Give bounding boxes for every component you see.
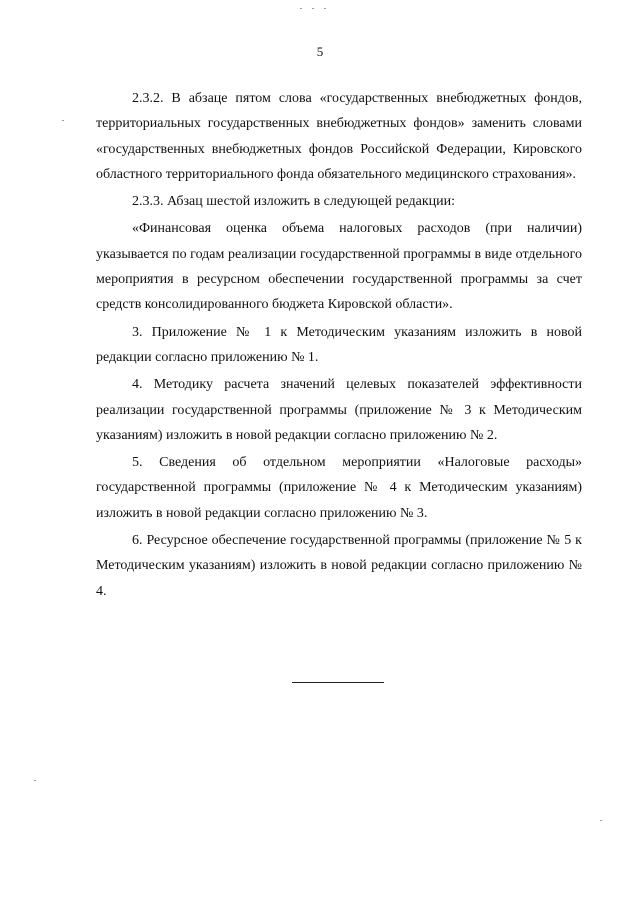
page-number: 5 (316, 44, 324, 59)
scan-speck (62, 120, 64, 121)
quoted-paragraph: «Финансовая оценка объема налоговых расходов (при наличии) указывается по годам реализации государственной программы в виде отдельного мероприятия в ресурсном обеспечении государственной программы за счет средств консолидированного бюджета Кировской области». (96, 221, 582, 313)
paragraph-6: 6. Ресурсное обеспечение государственной программы (приложение № 5 к Методическим указаниям) изложить в новой редакции согласно приложению № 4. (96, 533, 582, 599)
scan-speck (324, 8, 326, 9)
document-body (96, 86, 582, 604)
scan-speck (312, 8, 314, 9)
end-separator-line (292, 682, 384, 683)
paragraph-2-3-3: 2.3.3. Абзац шестой изложить в следующей редакции: (132, 194, 456, 210)
scan-speck (300, 8, 302, 9)
paragraph-5: 5. Сведения об отдельном мероприятии «Налоговые расходы» государственной программы (приложение № 4 к Методическим указаниям) изложить в новой редакции согласно приложению № 3. (96, 455, 582, 521)
scan-speck (600, 820, 602, 821)
scan-speck (34, 780, 36, 781)
paragraph-4: 4. Методику расчета значений целевых показателей эффективности реализации государственной программы (приложение № 3 к Методическим указаниям) изложить в новой редакции согласно приложению № 2. (96, 377, 582, 443)
paragraph-2-3-2: 2.3.2. В абзаце пятом слова «государственных внебюджетных фондов, территориальных государственных внебюджетных фондов» заменить словами «государственных внебюджетных фондов Российской Федерации, Кировского областного территориального фонда обязательного медицинского страхования». (96, 91, 582, 182)
paragraph-3: 3. Приложение № 1 к Методическим указаниям изложить в новой редакции согласно приложению № 1. (96, 324, 582, 365)
